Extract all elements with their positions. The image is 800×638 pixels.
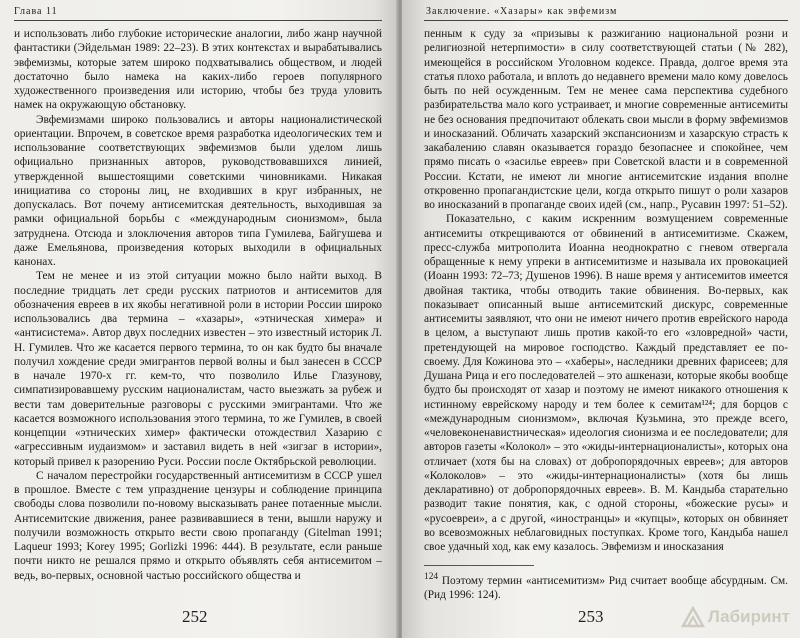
footnote-text: Поэтому термин «антисемитизм» Рид считает вообще абсурдным. См. (Рид 1996: 124). xyxy=(424,574,788,601)
labyrinth-logo-icon xyxy=(680,606,706,628)
footnote-marker: 124 xyxy=(424,572,439,582)
watermark-text: Лабиринт xyxy=(707,607,790,626)
paragraph: и использовать либо глубокие исторические аналогии, либо жанр научной фантастики (Эйдельман 1989: 22–23). В этих контекстах и вырабатывались эвфемизмы, которые затем широко подхватывались обществом, и людей достаточно было намека на каких-либо героев популярного художественного произведения или историю, чтобы без труда уловить намек на окружающую обстановку. xyxy=(14,28,382,112)
paragraph: Показательно, с каким искренним возмущением современные антисемиты открещиваются от обвинений в антисемитизме. Скажем, пресс-служба митрополита Иоанна неоднократно с гневом отвергала обращенные к нему упреки в антисемитизме и называла их провокацией (Иоанн 1993: 72–73; Душенов 1996). В наше время у антисемитов имеется двойная тактика, чтобы отводить такие обвинения. Во-первых, как показывает описанный выше антисемитский дискурс, современные антисемиты заявляют, что они не имеют ничего против еврейского народа в целом, а выступают лишь против какой-то его «зловредной» части, претендующей на мировое господство. Каждый представляет ее по-своему. Для Кожинова это – «хаберы», наследники древних фарисеев; для Душана Рица и его последователей – это ашкенази, которые якобы вообще будто бы происходят от хазар и поэтому не имеют никакого отношения к истинному еврейскому народу и тем более к семитам¹²⁴; для борцов с «международным сионизмом», включая Кузьмина, это прежде всего, «человеконенавистническая» идеология сионизма и ее последователи; для авторов газеты «Колокол» – это «жиды-интернационалисты», которых она отличает (хотя бы на словах) от добропорядочных евреев»; для авторов «Колоколов» – это «жиды-интернационалисты» (хотя бы лишь декларативно) от добропорядочных евреев». В. М. Кандыба старательно разводит такие понятия, как, с одной стороны, «божеские русы» и «русоевреи», а с другой, «иностранцы» и «купцы», которых он обвиняет во всевозможных неблаговидных поступках. Кроме того, Кандыба нашел свое удачный ход, как ему казалось. Эвфемизм и иносказания xyxy=(424,213,788,553)
footnote-rule xyxy=(424,565,534,566)
paragraph: Тем не менее и из этой ситуации можно было найти выход. В последние тридцать лет среди русских патриотов и антисемитов для обозначения евреев в их якобы негативной роли в истории России широко использовались два термина – «хазары», «этническая химера» и «антисистема». Автор двух последних известен – это известный историк Л. Н. Гумилев. Что же касается первого термина, то он как будто бы вначале получил хождение среди эмигрантов первой волны и был занесен в СССР в начале 1970-х гг. кем-то, что позволило Илье Глазунову, симпатизировавшему русским националистам, часто выезжать за рубеж и вести там доверительные разговоры с русскими эмигрантами. Что же касается возможного использования этого термина, то же Гумилев, в своей концепции «этнических химер» фактически отождествил Хазарию с «агрессивным иудаизмом» и заставил видеть в ней «зигзаг в истории», который привел к разорению Руси. России после Октябрьской революции. xyxy=(14,270,382,468)
right-page-number: 253 xyxy=(578,607,604,626)
watermark xyxy=(680,606,790,628)
left-page xyxy=(0,0,398,638)
left-running-head: Глава 11 xyxy=(14,6,58,17)
left-header-rule xyxy=(14,20,382,21)
paragraph: пенным к суду за «призывы к разжиганию национальной розни и религиозной нетерпимости» в силу соответствующей статьи (№ 282), имеющейся в российском Уголовном кодексе. Правда, долгое время эта статья плохо работала, и вплоть до недавнего времени мало кому довелось быть по ней осужденным. Тем не менее сама перспектива судебного разбирательства мало кого устраивает, и многие современные антисемиты не без основания предпочитают облекать свои мысли в форму эвфемизмов и иносказаний. Обличать хазарский экспансионизм и хазарскую страсть к закабалению славян оказывается гораздо безопаснее и спокойнее, чем прямо писать о «засилье евреев» при Советской власти и в современной России. Кстати, не имеют ли многие антисемитские издания вполне откровенно пропагандистские цели, когда открыто пишут о роли хазаров во иносказаний в пропаганде своих идей (см., напр., Русавин 1997: 51–52). xyxy=(424,28,788,211)
paragraph: Эвфемизмами широко пользовались и авторы националистической ориентации. Впрочем, в советское время разработка идеологических тем и использование соответствующих эвфемизмов были уделом лишь официально признанных авторов, руководствовавшихся линией, утвержденной вышестоящими советскими чиновниками. Никакая инициатива со стороны лиц, не входивших в круг избранных, не допускалась. Вот почему антисемитская деятельность, выходившая за рамки официальной борьбы с «международным сионизмом», была затруднена. Отсюда и злоключения авторов типа Гумилева, Байгушева и даже Емельянова, произведения которых выходили в официальных канонах. xyxy=(14,113,382,268)
footnote xyxy=(424,570,788,602)
left-body-text xyxy=(14,27,382,583)
right-header-rule xyxy=(424,20,788,21)
left-page-number: 252 xyxy=(182,607,208,626)
paragraph: С началом перестройки государственный антисемитизм в СССР ушел в прошлое. Вместе с тем упразднение цензуры и соблюдение принципа свободы слова позволили по-новому высказывать ранее потаенные мысли. Антисемитские движения, ранее развивавшиеся в тени, вышли наружу и получили возможность открыто вести свою пропаганду (Gitelman 1991; Laqueur 1993; Korey 1995; Gorlizki 1996: 444). В результате, если раньше почти никто не решался прямо и открыто объявлять себя антисемитом – ведь, во-первых, основной частью российского общества и xyxy=(14,469,382,582)
right-body-text xyxy=(424,27,788,554)
right-page xyxy=(402,0,800,638)
right-running-head: Заключение. «Хазары» как эвфемизм xyxy=(426,6,618,17)
